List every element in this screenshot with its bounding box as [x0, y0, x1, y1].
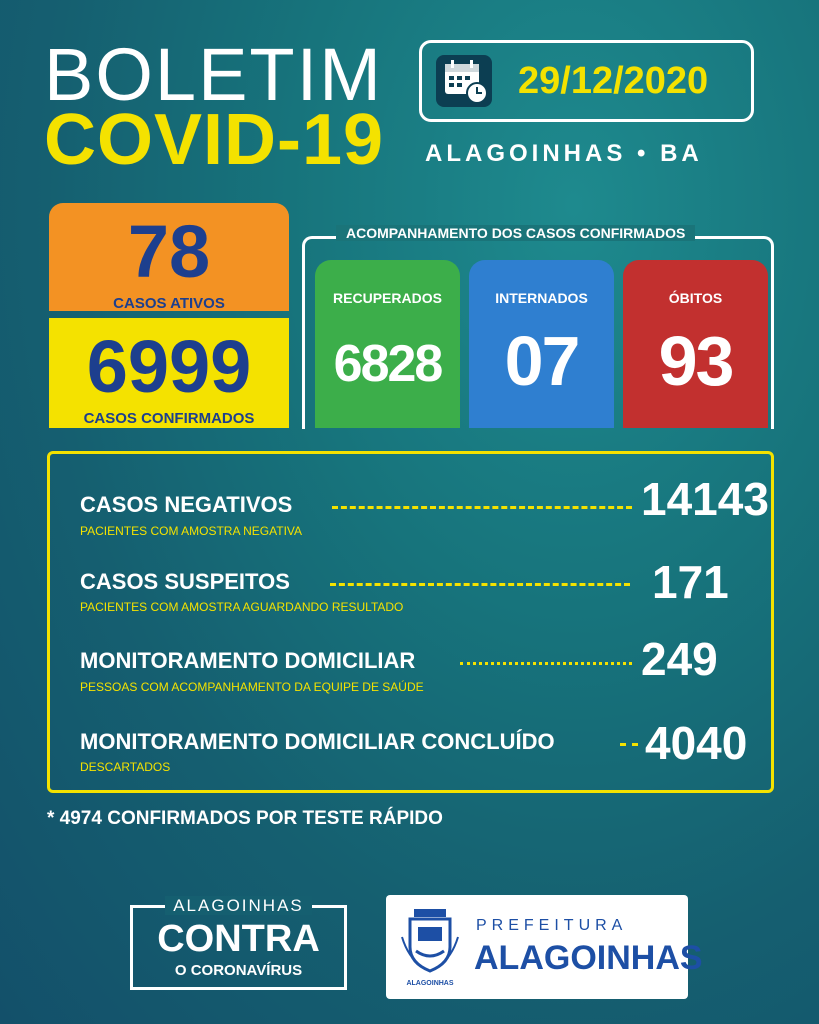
stat-label-negativos: CASOS NEGATIVOS — [80, 492, 293, 517]
recovered-label: RECUPERADOS — [333, 290, 442, 306]
confirmed-cases-value: 6999 — [86, 325, 252, 408]
recovered-value: 6828 — [333, 335, 442, 393]
stat-sub-suspeitos: PACIENTES COM AMOSTRA AGUARDANDO RESULTADO — [80, 600, 404, 614]
stat-value-suspeitos: 171 — [652, 556, 729, 608]
campaign-logo-top: ALAGOINHAS — [165, 896, 312, 915]
stat-label-suspeitos: CASOS SUSPEITOS — [80, 569, 290, 594]
city-crest-icon — [400, 907, 460, 987]
stat-sub-concluido: DESCARTADOS — [80, 760, 171, 774]
deaths-label: ÓBITOS — [668, 290, 723, 306]
title-covid: COVID-19 — [44, 100, 385, 180]
campaign-logo-bottom: CORONAVÍRUS — [190, 962, 303, 979]
stat-leader-concluido — [620, 743, 638, 746]
deaths-value: 93 — [658, 322, 733, 400]
hospitalized-card — [469, 260, 614, 428]
stat-sub-negativos: PACIENTES COM AMOSTRA NEGATIVA — [80, 524, 303, 538]
prefeitura-label: PREFEITURA — [476, 917, 628, 934]
active-cases-card — [49, 203, 289, 311]
bulletin-date: 29/12/2020 — [518, 60, 709, 102]
stat-value-negativos: 14143 — [641, 473, 769, 525]
stat-leader-suspeitos — [330, 583, 630, 586]
hospitalized-value: 07 — [504, 322, 579, 400]
confirmed-cases-label: CASOS CONFIRMADOS — [83, 410, 255, 427]
active-cases-label: CASOS ATIVOS — [113, 295, 225, 312]
location-label: ALAGOINHAS • BA — [425, 140, 703, 167]
stat-sub-monitoramento: PESSOAS COM ACOMPANHAMENTO DA EQUIPE DE SAÚDE — [80, 680, 424, 694]
date-box — [419, 40, 754, 122]
active-cases-value: 78 — [127, 210, 211, 293]
stat-value-concluido: 4040 — [645, 717, 748, 769]
prefeitura-city: ALAGOINHAS — [474, 939, 703, 977]
campaign-logo-main: CONTRA — [157, 918, 320, 960]
campaign-logo-prefix: O — [174, 962, 187, 979]
title-boletim: BOLETIM — [44, 33, 383, 116]
campaign-logo — [130, 896, 347, 990]
prefeitura-logo — [386, 895, 703, 999]
calendar-clock-icon — [436, 55, 492, 107]
stat-leader-monitoramento — [460, 662, 632, 665]
stat-value-monitoramento: 249 — [641, 633, 718, 685]
hospitalized-label: INTERNADOS — [495, 290, 588, 306]
stat-leader-negativos — [332, 506, 632, 509]
acompanhamento-title: ACOMPANHAMENTO DOS CASOS CONFIRMADOS — [336, 225, 695, 241]
deaths-card — [623, 260, 768, 428]
confirmed-cases-card — [49, 318, 289, 428]
stat-label-monitoramento: MONITORAMENTO DOMICILIAR — [80, 648, 416, 673]
recovered-card — [315, 260, 460, 428]
crest-caption: ALAGOINHAS — [406, 980, 454, 987]
stat-label-concluido: MONITORAMENTO DOMICILIAR CONCLUÍDO — [80, 729, 555, 754]
footnote: * 4974 CONFIRMADOS POR TESTE RÁPIDO — [47, 808, 443, 829]
